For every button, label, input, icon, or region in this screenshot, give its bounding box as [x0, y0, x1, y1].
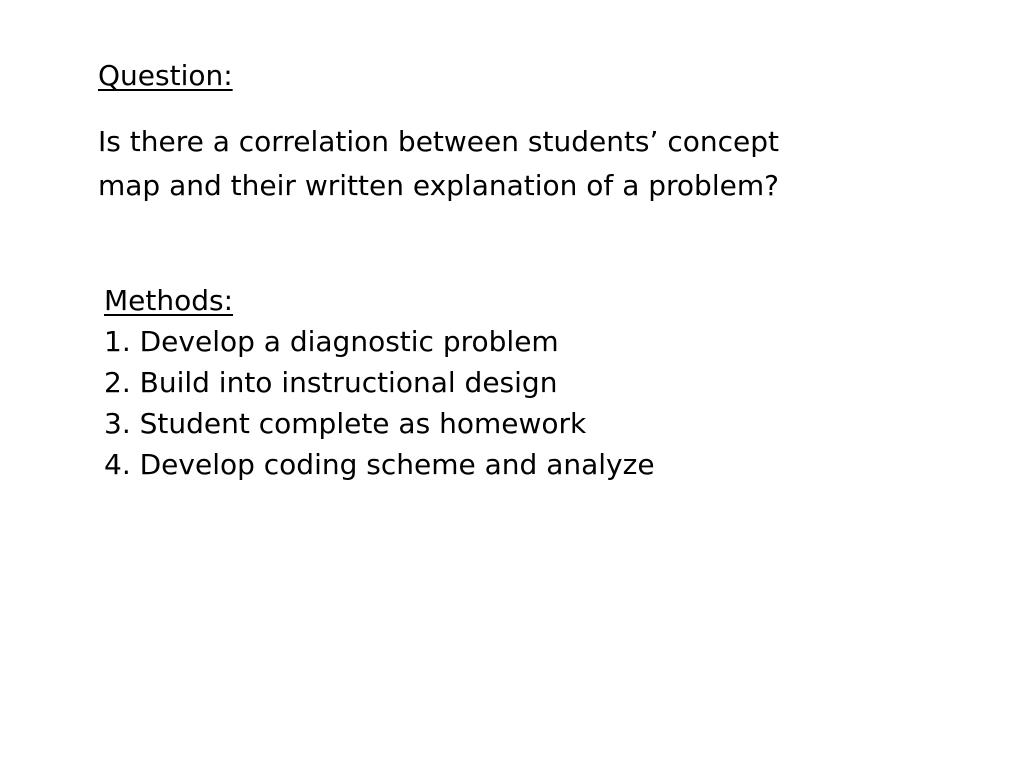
methods-list — [104, 321, 655, 485]
question-line-2: map and their written explanation of a problem? — [98, 169, 779, 202]
methods-section — [104, 280, 655, 485]
methods-heading: Methods: — [104, 284, 234, 317]
methods-item-1: 1. Develop a diagnostic problem — [104, 325, 559, 358]
methods-item-4: 4. Develop coding scheme and analyze — [104, 448, 655, 481]
question-line-1: Is there a correlation between students’ concept — [98, 125, 779, 158]
question-heading: Question: — [98, 59, 233, 92]
methods-item-2: 2. Build into instructional design — [104, 366, 558, 399]
methods-item-3: 3. Student complete as homework — [104, 407, 587, 440]
question-text — [98, 120, 938, 208]
